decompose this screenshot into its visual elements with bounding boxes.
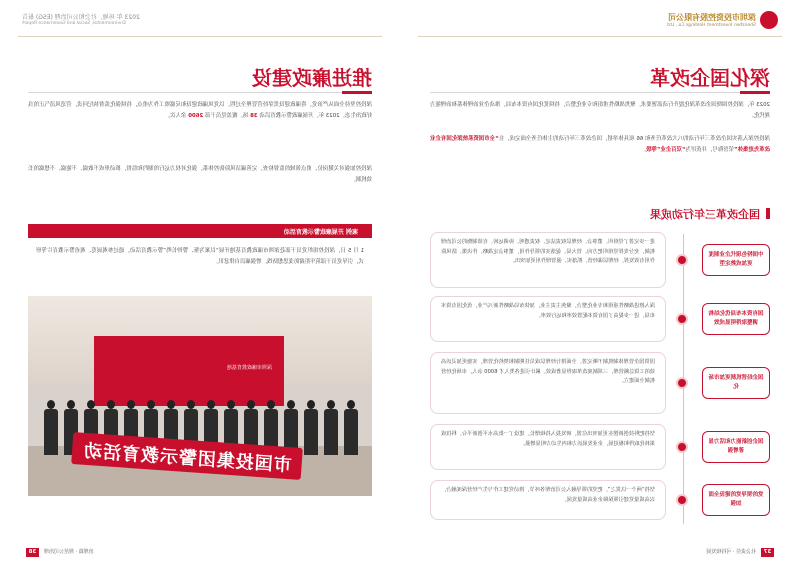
- result-label: 党的领导党的建设全面加强: [702, 484, 770, 516]
- section-title: 深化国企改革: [650, 66, 770, 90]
- para-1-highlight: 38: [248, 112, 260, 119]
- photo-backdrop: [94, 336, 284, 406]
- result-card: [430, 232, 770, 288]
- photo-person: [304, 400, 318, 456]
- intro-2-text-b: 荣誉称号，并获评为: [685, 146, 735, 153]
- results-heading-text: 国企改革三年行动成果: [650, 208, 760, 221]
- anti-corruption-paragraph-1: [28, 100, 372, 121]
- para-1-highlight-2: 2600: [186, 112, 206, 119]
- section-rule: [430, 92, 770, 93]
- result-label: 国有资本布局优化结构调整取得明显成效: [702, 303, 770, 335]
- timeline-dot: [676, 313, 688, 325]
- intro-2-highlight: “全市国资系统深化国有企业改革先进集体”: [430, 136, 770, 153]
- timeline-dot: [676, 494, 688, 506]
- photo-person: [324, 400, 338, 456]
- photo-person: [344, 400, 358, 456]
- para-1-text-c: 余人次。: [164, 112, 187, 119]
- case-banner: [28, 224, 372, 238]
- footer-text: 社会责任 · 可持续发展: [706, 549, 756, 555]
- result-text: 坚持“两个一以贯之”，把党的领导融入公司治理各环节，推动党建工作与生产经营深度融合，以高质量党建引领保障企业高质量发展。: [430, 480, 666, 520]
- photo-person: [44, 400, 58, 456]
- timeline-dot: [676, 377, 688, 389]
- header-divider: [18, 36, 382, 37]
- page-number: 37: [761, 548, 774, 557]
- page-header: [0, 0, 400, 38]
- result-card: [430, 296, 770, 342]
- result-text: 坚持把科技创新摆在更加突出位置，研发投入持续增长，建设了一批高水平创新平台，科技成果转化取得积极进展，企业发展活力和内生动力明显增强。: [430, 424, 666, 470]
- page-header: [400, 0, 800, 38]
- para-1-text-b: 场，覆盖党员干部: [205, 112, 249, 119]
- header-divider: [418, 36, 782, 37]
- result-label: 国企经营机制更加市场化: [702, 367, 770, 399]
- intro-2-text-c: 。: [640, 146, 647, 153]
- results-heading: [650, 206, 770, 222]
- result-text: 国资国企管理体制机制不断完善，全面推行经理层成员任期制和契约化管理，实施更加灵活高效的工资总额管理，三项制度改革取得显著成效，累计引进各类人才 6000 余人，市场化经营机制全面建立。: [430, 352, 666, 414]
- page-footer: [400, 541, 800, 569]
- section-title: 推进廉政建设: [252, 66, 372, 90]
- result-card: [430, 424, 770, 470]
- page-number: 38: [26, 548, 39, 557]
- intro-2-highlight-2: “双百企业”等级: [646, 146, 686, 153]
- page-deepen-soe-reform: [400, 0, 800, 569]
- report-title-en: Environmental, Social and Governance Report: [22, 21, 126, 26]
- section-rule-accent: [740, 91, 770, 94]
- photo-backdrop-text: 深圳市廉政教育基地: [226, 365, 272, 371]
- para-1-text-a: 深投控坚持全面从严治党，将廉政建设贯穿经营管理全过程，以党风廉政建设和反腐败工作为重点，持续强化监督执纪问责，营造风清气正的良好政治生态。2023 年，开展廉政警示教育活动: [28, 102, 372, 119]
- company-logo-icon: [760, 11, 778, 29]
- intro-2-text-a: 深投控深入落实国企改革三年行动的八大改革任务和 66 项具体举措，国企改革三年行动的主体任务全面完成，在: [498, 136, 770, 142]
- section-rule-accent: [342, 91, 372, 94]
- company-name-en: Shenzhen Investment Holdings Co., Ltd.: [665, 23, 756, 28]
- result-text: 进一步完善了党组织、董事会、经理层权责法定、权责透明、协调运转、有效制衡的公司治理机制，充分发挥党组织把方向、管大局、促落实的领导作用，董事会定战略、作决策、防风险作用有效发挥，经理层谋经营、抓落实、强管理作用更加突出。: [430, 232, 666, 288]
- intro-paragraph-1: 2023 年，深投控围绕国企改革深化提升行动部署要求，聚焦战略性重组和专业化整合，持续优化国有资本布局，推动企业治理体系和治理能力现代化。: [430, 102, 770, 119]
- company-name: 深圳市投资控股有限公司: [668, 13, 756, 22]
- timeline-dot: [676, 254, 688, 266]
- result-label: 中国特色现代企业制度更加成熟定型: [702, 244, 770, 276]
- warning-education-photo: [28, 296, 372, 496]
- result-label: 国企创新能力和活力显著增强: [702, 431, 770, 463]
- result-card: [430, 480, 770, 520]
- timeline-dot: [676, 441, 688, 453]
- result-text: 深入推进战略性重组和专业化整合，聚焦主责主业，加快布局战略性新兴产业，优化国有资本布局，进一步提高了国有资本配置效率和运行效率。: [430, 296, 666, 342]
- section-rule: [28, 92, 372, 93]
- footer-text: 治理篇 · 规范公司治理: [44, 549, 94, 555]
- result-card: [430, 352, 770, 414]
- heading-bar: [766, 208, 770, 219]
- anti-corruption-paragraph-2: 深投控加强对关键岗位、重点领域的监督检查，完善廉洁风险防控体系，强化对权力运行的制约和监督，推动形成不敢腐、不能腐、不想腐的长效机制。: [28, 166, 372, 183]
- case-banner-text: 案例 开展廉政警示教育活动: [283, 229, 358, 236]
- page-footer: [0, 541, 400, 569]
- case-paragraph: 1 月 5 日，深投控组织党员干部赴深圳市廉政教育基地开展“以案为鉴、警钟长鸣”警示教育活动，通过参观展览、观看警示教育片等形式，引导党员干部筑牢拒腐防变思想防线，增强廉洁自律意识。: [36, 248, 364, 265]
- report-title: 2023 年 环境、社会和公司治理 (ESG) 报告: [22, 14, 140, 21]
- photo-sign-text: 市国投集团警示教育活动: [82, 440, 293, 477]
- intro-paragraph-2: [430, 134, 770, 155]
